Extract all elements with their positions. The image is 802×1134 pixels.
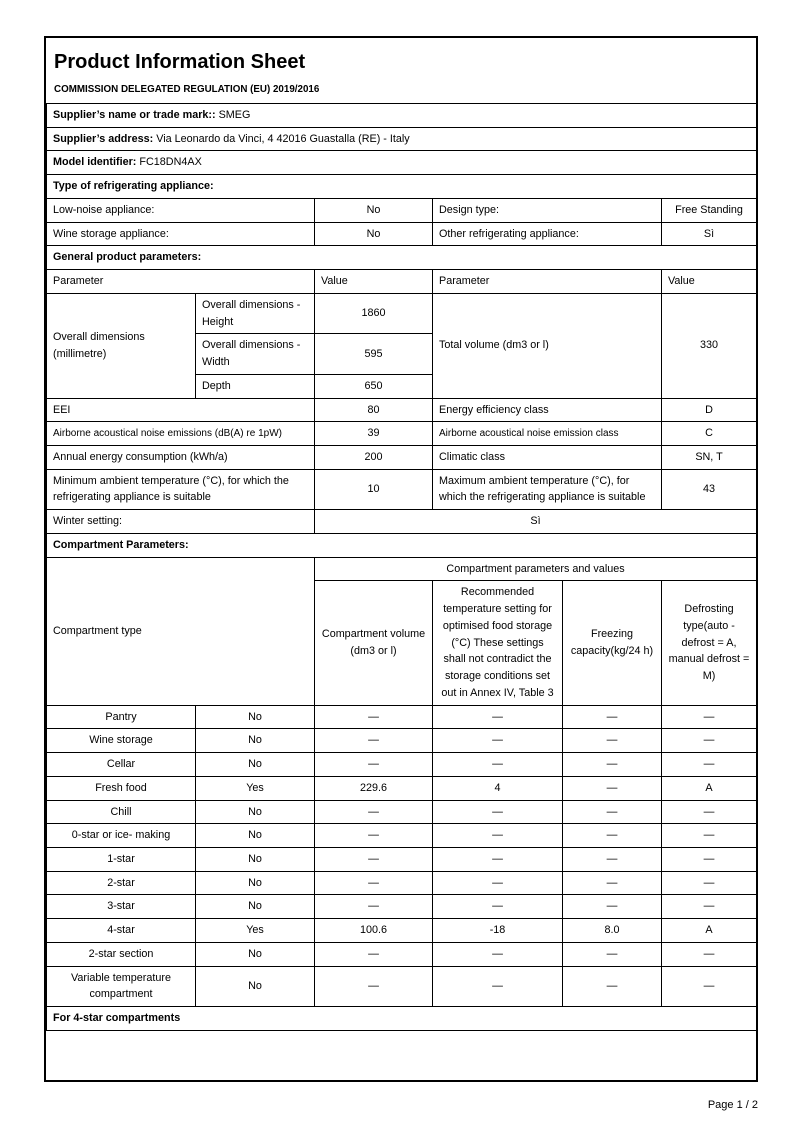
winter-setting-row bbox=[47, 510, 757, 534]
compartment-defrost-cell: — bbox=[662, 753, 757, 777]
param-label-cell: Low-noise appliance: bbox=[47, 198, 315, 222]
general-section-header-row bbox=[47, 246, 757, 270]
compartment-volume-cell: — bbox=[315, 966, 433, 1006]
compartment-present-cell: No bbox=[196, 705, 315, 729]
compartment-temp-cell: — bbox=[433, 705, 563, 729]
compartment-section-header: Compartment Parameters: bbox=[47, 533, 757, 557]
general-param-row bbox=[47, 398, 757, 422]
compartment-group-header: Compartment parameters and values bbox=[315, 557, 757, 581]
compartment-capacity-cell: — bbox=[563, 942, 662, 966]
four-star-section-header: For 4-star compartments bbox=[47, 1007, 757, 1031]
compartment-temp-cell: — bbox=[433, 753, 563, 777]
compartment-capacity-cell: — bbox=[563, 895, 662, 919]
dimensions-group-label: Overall dimensions (millimetre) bbox=[47, 293, 196, 398]
compartment-capacity-cell: — bbox=[563, 847, 662, 871]
supplier-name-row bbox=[47, 104, 757, 128]
supplier-name-label: Supplier’s name or trade mark:: bbox=[53, 109, 216, 121]
param-label-cell: Wine storage appliance: bbox=[47, 222, 315, 246]
compartment-defrost-cell: — bbox=[662, 800, 757, 824]
compartment-volume-cell: — bbox=[315, 705, 433, 729]
model-identifier-row bbox=[47, 151, 757, 175]
compartment-row bbox=[47, 847, 757, 871]
compartment-temp-cell: — bbox=[433, 895, 563, 919]
column-header-temperature: Recommended temperature setting for optimised food storage (°C) These settings shall not contradict the storage conditions set out in Annex IV, Table 3 bbox=[433, 581, 563, 705]
compartment-capacity-cell: 8.0 bbox=[563, 919, 662, 943]
compartment-type-cell: 3-star bbox=[47, 895, 196, 919]
param-value-cell: D bbox=[662, 398, 757, 422]
param-label-cell: EEI bbox=[47, 398, 315, 422]
compartment-capacity-cell: — bbox=[563, 824, 662, 848]
general-param-row bbox=[47, 446, 757, 470]
param-label-cell: Design type: bbox=[433, 198, 662, 222]
compartment-volume-cell: — bbox=[315, 824, 433, 848]
param-value-cell: 10 bbox=[315, 469, 433, 509]
dimension-label-cell: Overall dimensions - Width bbox=[196, 334, 315, 374]
compartment-defrost-cell: — bbox=[662, 847, 757, 871]
compartment-row bbox=[47, 776, 757, 800]
compartment-type-header: Compartment type bbox=[47, 557, 315, 705]
param-value-cell: 200 bbox=[315, 446, 433, 470]
column-header-parameter: Parameter bbox=[47, 270, 315, 294]
compartment-temp-cell: 4 bbox=[433, 776, 563, 800]
compartment-type-cell: Variable temperature compartment bbox=[47, 966, 196, 1006]
compartment-temp-cell: -18 bbox=[433, 919, 563, 943]
dimension-value-cell: 595 bbox=[315, 334, 433, 374]
compartment-temp-cell: — bbox=[433, 871, 563, 895]
supplier-address-row bbox=[47, 127, 757, 151]
dimension-value-cell: 650 bbox=[315, 374, 433, 398]
dimension-value-cell: 1860 bbox=[315, 293, 433, 333]
param-label-cell: Annual energy consumption (kWh/a) bbox=[47, 446, 315, 470]
column-header-freezing-capacity: Freezing capacity(kg/24 h) bbox=[563, 581, 662, 705]
param-value-cell: Free Standing bbox=[662, 198, 757, 222]
supplier-address-cell bbox=[47, 127, 757, 151]
compartment-capacity-cell: — bbox=[563, 729, 662, 753]
param-label-cell: Climatic class bbox=[433, 446, 662, 470]
compartment-defrost-cell: — bbox=[662, 895, 757, 919]
compartment-defrost-cell: — bbox=[662, 871, 757, 895]
compartment-row bbox=[47, 824, 757, 848]
compartment-row bbox=[47, 753, 757, 777]
compartment-type-cell: 2-star section bbox=[47, 942, 196, 966]
param-label-cell: Maximum ambient temperature (°C), for which the refrigerating appliance is suitable bbox=[433, 469, 662, 509]
column-header-defrosting-type: Defrosting type(auto - defrost = A, manual defrost = M) bbox=[662, 581, 757, 705]
model-identifier-label: Model identifier: bbox=[53, 156, 137, 169]
compartment-defrost-cell: A bbox=[662, 919, 757, 943]
compartment-row bbox=[47, 729, 757, 753]
param-value-cell: 43 bbox=[662, 469, 757, 509]
compartment-defrost-cell: — bbox=[662, 705, 757, 729]
appliance-type-row bbox=[47, 222, 757, 246]
param-value-cell: Sì bbox=[662, 222, 757, 246]
compartment-row bbox=[47, 871, 757, 895]
compartment-row bbox=[47, 966, 757, 1006]
compartment-capacity-cell: — bbox=[563, 753, 662, 777]
compartment-temp-cell: — bbox=[433, 966, 563, 1006]
compartment-capacity-cell: — bbox=[563, 705, 662, 729]
compartment-row bbox=[47, 942, 757, 966]
compartment-capacity-cell: — bbox=[563, 871, 662, 895]
appliance-type-row bbox=[47, 198, 757, 222]
compartment-type-cell: 1-star bbox=[47, 847, 196, 871]
winter-setting-label: Winter setting: bbox=[47, 510, 315, 534]
compartment-volume-cell: — bbox=[315, 942, 433, 966]
compartment-present-cell: No bbox=[196, 895, 315, 919]
compartment-row bbox=[47, 800, 757, 824]
compartment-defrost-cell: — bbox=[662, 729, 757, 753]
compartment-present-cell: No bbox=[196, 966, 315, 1006]
title-block bbox=[46, 38, 756, 103]
compartment-temp-cell: — bbox=[433, 800, 563, 824]
compartment-volume-cell: — bbox=[315, 871, 433, 895]
compartment-defrost-cell: — bbox=[662, 824, 757, 848]
supplier-address-label: Supplier’s address: bbox=[53, 132, 154, 145]
dimension-label-cell: Depth bbox=[196, 374, 315, 398]
compartment-row bbox=[47, 705, 757, 729]
page-number: Page 1 / 2 bbox=[707, 1099, 758, 1111]
compartment-defrost-cell: — bbox=[662, 942, 757, 966]
column-header-row bbox=[47, 270, 757, 294]
param-label-cell: Energy efficiency class bbox=[433, 398, 662, 422]
compartment-volume-cell: 100.6 bbox=[315, 919, 433, 943]
compartment-type-cell: Cellar bbox=[47, 753, 196, 777]
compartment-present-cell: No bbox=[196, 871, 315, 895]
compartment-type-cell: Wine storage bbox=[47, 729, 196, 753]
compartment-type-cell: Pantry bbox=[47, 705, 196, 729]
column-header-value: Value bbox=[315, 270, 433, 294]
compartment-temp-cell: — bbox=[433, 824, 563, 848]
compartment-capacity-cell: — bbox=[563, 800, 662, 824]
general-section-header: General product parameters: bbox=[47, 246, 757, 270]
compartment-volume-cell: — bbox=[315, 753, 433, 777]
winter-setting-value: Sì bbox=[315, 510, 757, 534]
compartment-present-cell: No bbox=[196, 847, 315, 871]
param-value-cell: No bbox=[315, 222, 433, 246]
compartment-volume-cell: — bbox=[315, 729, 433, 753]
general-param-row bbox=[47, 422, 757, 446]
compartment-row bbox=[47, 895, 757, 919]
compartment-type-cell: 0-star or ice- making bbox=[47, 824, 196, 848]
dimensions-height-row bbox=[47, 293, 757, 333]
compartment-type-cell: 4-star bbox=[47, 919, 196, 943]
compartment-group-header-row bbox=[47, 557, 757, 581]
param-label-cell: Minimum ambient temperature (°C), for which the refrigerating appliance is suitable bbox=[47, 469, 315, 509]
supplier-name-cell bbox=[47, 104, 757, 128]
supplier-name-value: SMEG bbox=[218, 109, 251, 121]
page-title: Product Information Sheet bbox=[54, 51, 306, 73]
regulation-subtitle: COMMISSION DELEGATED REGULATION (EU) 2019/2016 bbox=[54, 84, 320, 95]
type-section-header: Type of refrigerating appliance: bbox=[47, 175, 757, 199]
column-header-value: Value bbox=[662, 270, 757, 294]
compartment-volume-cell: — bbox=[315, 895, 433, 919]
compartment-temp-cell: — bbox=[433, 729, 563, 753]
compartment-present-cell: No bbox=[196, 824, 315, 848]
param-value-cell: 39 bbox=[315, 422, 433, 446]
compartment-present-cell: No bbox=[196, 753, 315, 777]
compartment-present-cell: Yes bbox=[196, 919, 315, 943]
model-identifier-cell bbox=[47, 151, 757, 175]
compartment-present-cell: No bbox=[196, 800, 315, 824]
compartment-defrost-cell: A bbox=[662, 776, 757, 800]
compartment-temp-cell: — bbox=[433, 847, 563, 871]
compartment-volume-cell: — bbox=[315, 800, 433, 824]
param-label-cell: Airborne acoustical noise emissions (dB(A) re 1pW) bbox=[47, 422, 315, 446]
param-value-cell: No bbox=[315, 198, 433, 222]
param-value-cell: SN, T bbox=[662, 446, 757, 470]
compartment-row bbox=[47, 919, 757, 943]
model-identifier-value: FC18DN4AX bbox=[139, 156, 202, 169]
compartment-defrost-cell: — bbox=[662, 966, 757, 1006]
compartment-type-cell: Chill bbox=[47, 800, 196, 824]
four-star-section-header-row bbox=[47, 1007, 757, 1031]
column-header-parameter: Parameter bbox=[433, 270, 662, 294]
compartment-present-cell: No bbox=[196, 729, 315, 753]
product-info-table bbox=[46, 103, 757, 1031]
param-label-cell: Other refrigerating appliance: bbox=[433, 222, 662, 246]
type-section-header-row bbox=[47, 175, 757, 199]
supplier-address-value: Via Leonardo da Vinci, 4 42016 Guastalla (RE) - Italy bbox=[156, 132, 410, 145]
compartment-capacity-cell: — bbox=[563, 776, 662, 800]
compartment-volume-cell: 229.6 bbox=[315, 776, 433, 800]
compartment-present-cell: Yes bbox=[196, 776, 315, 800]
general-param-row bbox=[47, 469, 757, 509]
compartment-capacity-cell: — bbox=[563, 966, 662, 1006]
compartment-section-header-row bbox=[47, 533, 757, 557]
document-page bbox=[44, 36, 758, 1082]
param-value-cell: 80 bbox=[315, 398, 433, 422]
total-volume-value: 330 bbox=[662, 293, 757, 398]
compartment-present-cell: No bbox=[196, 942, 315, 966]
total-volume-label: Total volume (dm3 or l) bbox=[433, 293, 662, 398]
param-label-cell: Airborne acoustical noise emission class bbox=[433, 422, 662, 446]
column-header-volume: Compartment volume (dm3 or l) bbox=[315, 581, 433, 705]
compartment-type-cell: Fresh food bbox=[47, 776, 196, 800]
compartment-volume-cell: — bbox=[315, 847, 433, 871]
dimension-label-cell: Overall dimensions - Height bbox=[196, 293, 315, 333]
compartment-type-cell: 2-star bbox=[47, 871, 196, 895]
param-value-cell: C bbox=[662, 422, 757, 446]
compartment-temp-cell: — bbox=[433, 942, 563, 966]
